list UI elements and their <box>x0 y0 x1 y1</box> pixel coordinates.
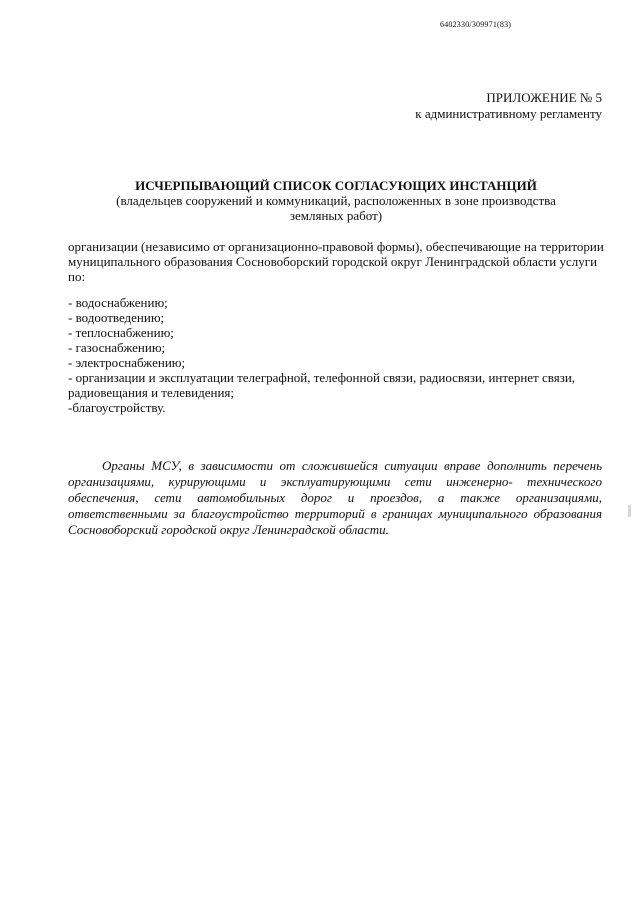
document-subtitle <box>70 193 602 223</box>
note-line: Органы МСУ, в зависимости от сложившейся ситуации вправе дополнить перечень <box>102 458 602 473</box>
note-line: Сосновоборский городской округ Ленинградской области. <box>68 522 389 537</box>
service-item-heat-supply: - теплоснабжению; <box>68 325 174 340</box>
document-title: ИСЧЕРПЫВАЮЩИЙ СПИСОК СОГЛАСУЮЩИХ ИНСТАНЦИЙ <box>135 178 537 193</box>
note-paragraph <box>68 458 602 538</box>
document-number: 6402330/309971(83) <box>440 20 512 29</box>
intro-line: муниципального образования Сосновоборский городской округ Ленинградской области услуги <box>68 254 598 269</box>
note-line: ответственными за благоустройство территорий в границах муниципального образования <box>68 506 602 521</box>
services-list <box>68 295 608 415</box>
subtitle-line: земляных работ) <box>289 208 383 223</box>
service-item-sewerage: - водоотведению; <box>68 310 165 325</box>
service-item-communications-continued: радиовещания и телевидения; <box>68 385 234 400</box>
intro-line: организации (независимо от организационно-правовой формы), обеспечивающие на территории <box>68 239 604 254</box>
service-item-communications: - организации и эксплуатации телеграфной, телефонной связи, радиосвязи, интернет связи, <box>68 370 576 385</box>
appendix-reference: к административному регламенту <box>415 106 602 121</box>
intro-paragraph <box>68 239 608 284</box>
note-line: организациями, курирующими и эксплуатирующими сети инженерно- технического <box>68 474 602 489</box>
subtitle-line: (владельцев сооружений и коммуникаций, расположенных в зоне производства <box>116 193 556 208</box>
service-item-electricity-supply: - электроснабжению; <box>68 355 186 370</box>
service-item-landscaping: -благоустройству. <box>68 400 166 415</box>
intro-line: по: <box>68 269 86 284</box>
appendix-number: ПРИЛОЖЕНИЕ № 5 <box>486 90 602 105</box>
service-item-gas-supply: - газоснабжению; <box>68 340 166 355</box>
service-item-water-supply: - водоснабжению; <box>68 295 168 310</box>
scan-edge-mark <box>628 505 631 517</box>
note-line: обеспечения, сети автомобильных дорог и проездов, а также организациями, <box>68 490 602 505</box>
appendix-header <box>415 90 602 122</box>
